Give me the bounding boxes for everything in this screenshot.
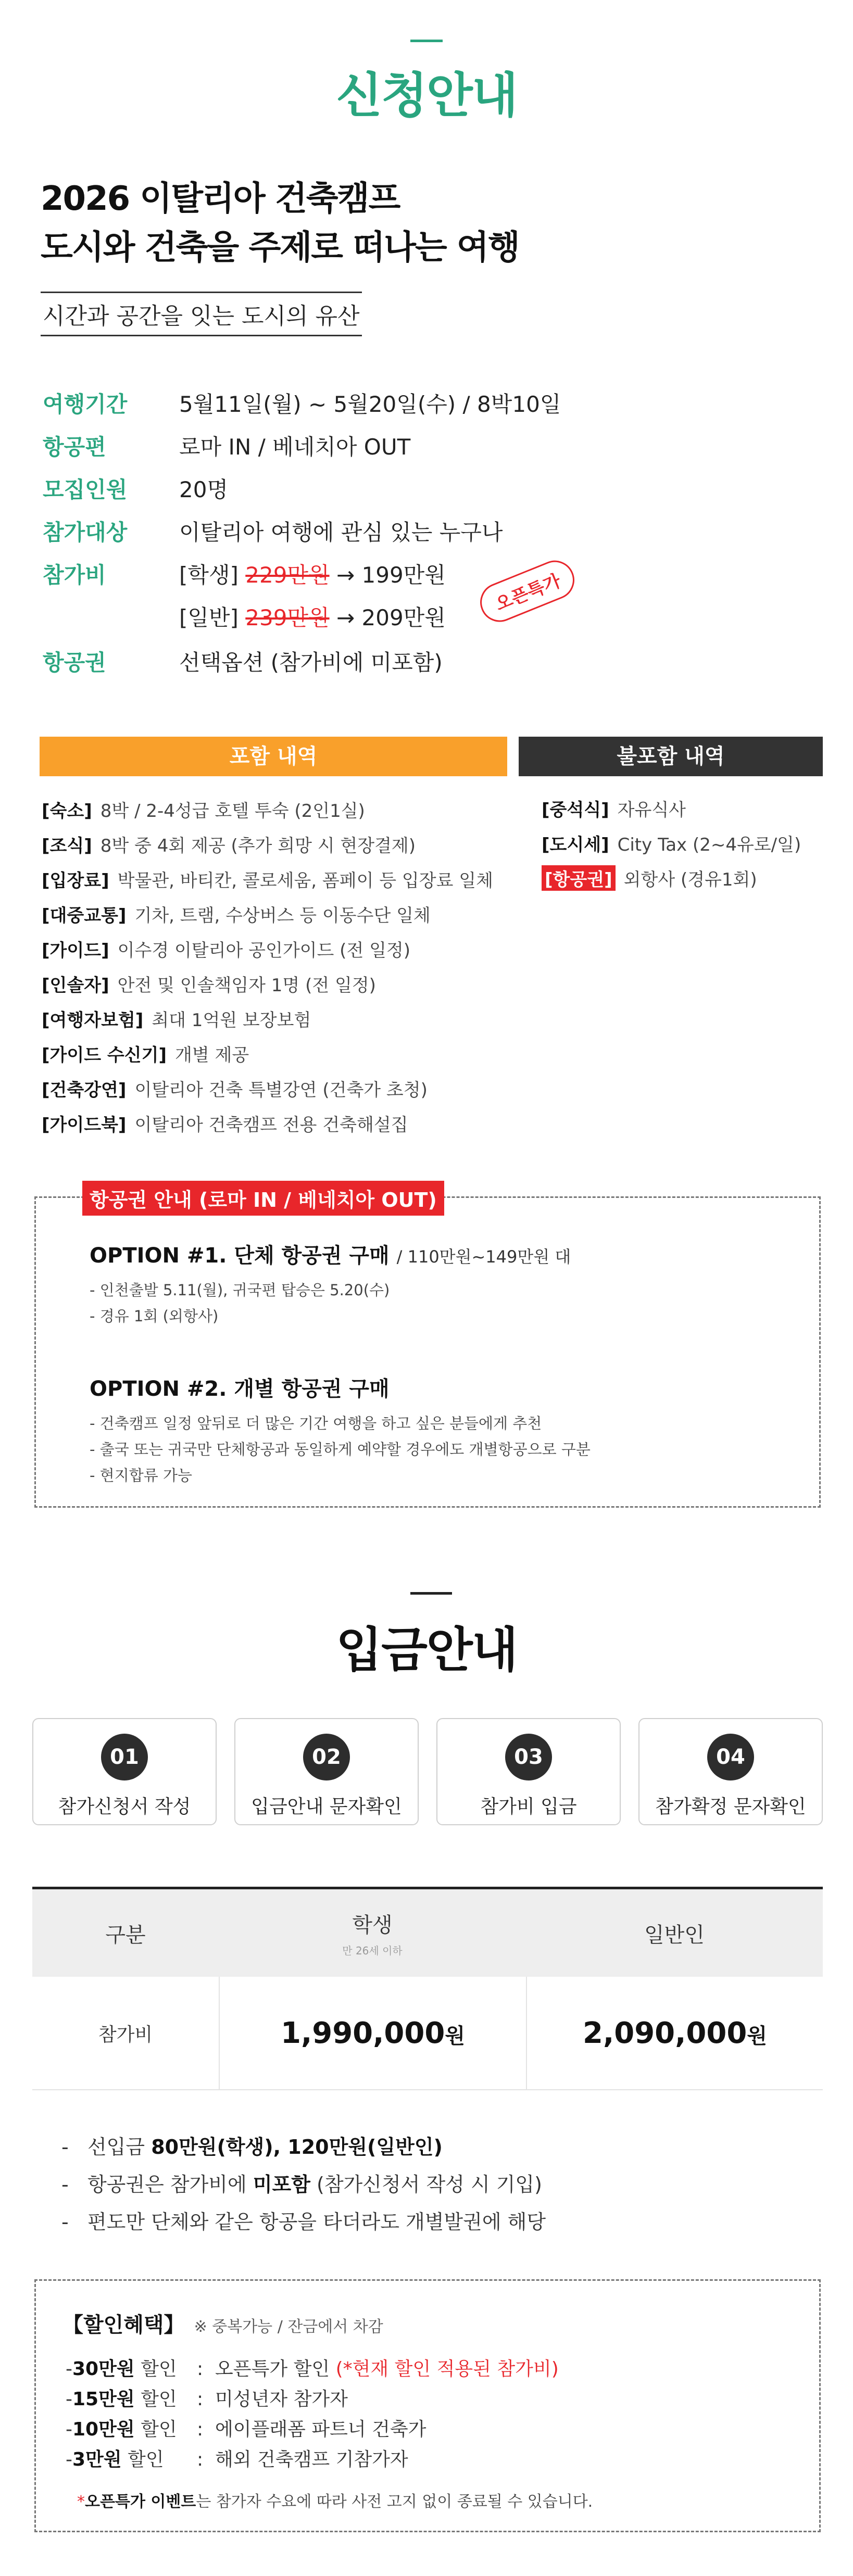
header-category: 구분	[105, 1923, 146, 1947]
excluded-header: 불포함 내역	[519, 737, 823, 776]
option2	[90, 1372, 591, 1488]
option2-title: OPTION #2. 개별 항공권 구매	[90, 1377, 390, 1401]
item-key: [입장료]	[42, 870, 109, 891]
info-value: 이탈리아 여행에 관심 있는 누구나	[179, 520, 503, 545]
included-header: 포함 내역	[40, 737, 507, 776]
fee-table-header	[32, 1889, 823, 1977]
fee-table	[32, 1887, 823, 2090]
flight-info-tag: 항공권 안내 (로마 IN / 베네치아 OUT)	[82, 1181, 444, 1216]
general-price-cell	[526, 1977, 823, 2089]
info-recruit	[43, 473, 228, 504]
item-key: [숙소]	[42, 801, 92, 822]
note-bold: 미포함	[253, 2173, 310, 2196]
general-new-price: 209만원	[361, 605, 446, 630]
open-special-stamp: 오픈특가	[474, 554, 581, 627]
student-old-price: 229만원	[245, 562, 330, 588]
student-price-row	[179, 558, 446, 589]
discount-sep: :	[197, 2449, 204, 2470]
item-key: [여행자보험]	[42, 1010, 144, 1031]
footnote-star: *	[77, 2493, 85, 2511]
header-student-age: 만 26세 이하	[342, 1944, 403, 1957]
item-key: [인솔자]	[42, 975, 109, 996]
step-2	[234, 1718, 419, 1825]
step-number: 04	[707, 1734, 754, 1781]
section-title-application: 신청안내	[336, 68, 517, 123]
note-oneway	[61, 2203, 546, 2241]
info-label: 모집인원	[43, 477, 128, 502]
included-item	[42, 1076, 510, 1110]
excluded-item	[542, 830, 833, 865]
item-key: [가이드북]	[42, 1115, 127, 1135]
step-number: 03	[505, 1734, 552, 1781]
note-bold: 80만원(학생), 120만원(일반인)	[151, 2136, 443, 2158]
discount-item: -15만원 할인 : 미성년자 참가자	[66, 2384, 559, 2415]
discount-amount: 10만원	[72, 2419, 135, 2440]
option1-line: - 인천출발 5.11(월), 귀국편 탑승은 5.20(수)	[90, 1281, 390, 1299]
option2-line: - 현지합류 가능	[90, 1467, 192, 1484]
item-key-flagged: [항공권]	[542, 865, 616, 891]
header-student-label: 학생	[352, 1913, 393, 1937]
trip-subtitle: 시간과 공간을 잇는 도시의 유산	[41, 292, 362, 336]
discount-amount: 30만원	[72, 2358, 135, 2380]
general-prefix: [일반]	[179, 605, 239, 630]
discount-title-text: 【할인혜택】	[62, 2313, 185, 2337]
included-item	[42, 831, 510, 866]
won-unit: 원	[445, 2024, 465, 2048]
option1	[90, 1239, 571, 1329]
footnote-bold: 오픈특가 이벤트	[85, 2493, 196, 2511]
info-value: 20명	[179, 477, 229, 502]
section-title-payment: 입금안내	[336, 1622, 517, 1678]
row-label: 참가비	[98, 2024, 153, 2045]
discount-unit: 할인	[134, 2358, 177, 2380]
included-item	[42, 971, 510, 1006]
title-divider	[410, 40, 443, 42]
included-item	[42, 1041, 510, 1076]
discount-unit: 할인	[121, 2449, 164, 2470]
discount-title	[62, 2308, 383, 2338]
included-item	[42, 797, 510, 831]
step-1	[32, 1718, 217, 1825]
item-key: [조식]	[42, 836, 92, 856]
info-target	[43, 515, 503, 547]
item-value: 박물관, 바티칸, 콜로세움, 폼페이 등 입장료 일체	[117, 870, 493, 891]
included-item	[42, 866, 510, 901]
won-unit: 원	[747, 2024, 767, 2048]
info-ticket	[43, 646, 443, 677]
student-price-cell	[219, 1977, 526, 2089]
info-label: 항공권	[43, 650, 106, 675]
info-period	[43, 387, 561, 419]
discount-item: -3만원 할인 : 해외 건축캠프 기참가자	[66, 2445, 559, 2475]
discount-unit: 할인	[134, 2419, 177, 2440]
note-dash: -	[61, 2211, 69, 2233]
option1-price-range: / 110만원~149만원 대	[396, 1247, 571, 1267]
item-value: 이수경 이탈리아 공인가이드 (전 일정)	[117, 940, 411, 961]
step-label: 참가확정 문자확인	[655, 1796, 806, 1817]
discount-extra: (*현재 할인 적용된 참가비)	[335, 2358, 559, 2380]
discount-sep: :	[197, 2389, 204, 2410]
note-dash: -	[61, 2173, 69, 2196]
discount-item: -30만원 할인 : 오픈특가 할인 (*현재 할인 적용된 참가비)	[66, 2354, 559, 2384]
info-value: 5월11일(월) ~ 5월20일(수) / 8박10일	[179, 392, 561, 417]
excluded-item	[542, 795, 833, 830]
note-deposit	[61, 2128, 546, 2166]
discount-desc: 오픈특가 할인	[215, 2358, 330, 2380]
step-number: 02	[303, 1734, 350, 1781]
excluded-list	[542, 795, 833, 900]
info-label: 항공편	[43, 434, 106, 460]
item-value: City Tax (2~4유로/일)	[617, 835, 801, 855]
trip-title-line2: 도시와 건축을 주제로 떠나는 여행	[41, 229, 519, 267]
general-price-row	[179, 601, 446, 632]
note-text: 항공권은 참가비에	[87, 2173, 253, 2196]
discount-desc: 에이플래폼 파트너 건축가	[215, 2419, 427, 2440]
fee-table-row	[32, 1977, 823, 2090]
item-value: 안전 및 인솔책임자 1명 (전 일정)	[117, 975, 376, 996]
included-item	[42, 936, 510, 971]
student-prefix: [학생]	[179, 562, 239, 588]
note-dash: -	[61, 2136, 69, 2158]
general-old-price: 239만원	[245, 605, 330, 630]
option1-line: - 경유 1회 (외항사)	[90, 1307, 219, 1325]
item-key: [대중교통]	[42, 905, 127, 926]
arrow-icon: →	[336, 605, 355, 630]
step-label: 입금안내 문자확인	[251, 1796, 402, 1817]
arrow-icon: →	[336, 562, 355, 588]
discount-amount: 3만원	[72, 2449, 122, 2470]
trip-title	[41, 174, 519, 272]
option2-line: - 건축캠프 일정 앞뒤로 더 많은 기간 여행을 하고 싶은 분들에게 추천	[90, 1415, 542, 1432]
note-text: (참가신청서 작성 시 기입)	[310, 2173, 542, 2196]
item-value: 8박 / 2-4성급 호텔 투숙 (2인1실)	[100, 801, 365, 822]
info-fee	[43, 558, 446, 632]
info-label: 참가대상	[43, 520, 128, 545]
discount-list	[66, 2354, 559, 2475]
discount-desc: 해외 건축캠프 기참가자	[215, 2449, 408, 2470]
discount-sep: :	[197, 2419, 204, 2440]
item-key: [가이드 수신기]	[42, 1045, 167, 1066]
info-flight	[43, 430, 410, 461]
title-divider	[410, 1592, 452, 1595]
info-label: 참가비	[43, 562, 106, 588]
included-list	[42, 797, 510, 1145]
trip-title-line1: 2026 이탈리아 건축캠프	[41, 180, 400, 218]
info-label: 여행기간	[43, 392, 128, 417]
step-4	[638, 1718, 823, 1825]
item-value: 자유식사	[617, 800, 686, 820]
footnote-text: 는 참가자 수요에 따라 사전 고지 없이 종료될 수 있습니다.	[196, 2493, 593, 2511]
option2-line: - 출국 또는 귀국만 단체항공과 동일하게 예약할 경우에도 개별항공으로 구분	[90, 1441, 591, 1458]
item-key: [건축강연]	[42, 1080, 127, 1101]
discount-desc: 미성년자 참가자	[215, 2389, 348, 2410]
student-price: 1,990,000	[281, 2016, 445, 2050]
included-item	[42, 1110, 510, 1145]
option1-title-text: OPTION #1. 단체 항공권 구매	[90, 1244, 390, 1268]
student-new-price: 199만원	[361, 562, 446, 588]
discount-amount: 15만원	[72, 2389, 135, 2410]
item-value: 최대 1억원 보장보험	[152, 1010, 311, 1031]
discount-title-note: ※ 중복가능 / 잔금에서 차감	[194, 2318, 383, 2336]
note-ticket	[61, 2166, 546, 2203]
discount-item: -10만원 할인 : 에이플래폼 파트너 건축가	[66, 2415, 559, 2445]
item-key: [도시세]	[542, 835, 609, 855]
item-key: [가이드]	[42, 940, 109, 961]
excluded-item	[542, 865, 833, 900]
item-key: [중석식]	[542, 800, 609, 820]
step-3	[436, 1718, 621, 1825]
step-number: 01	[101, 1734, 148, 1781]
option1-title	[90, 1239, 571, 1269]
discount-sep: :	[197, 2358, 204, 2380]
step-label: 참가신청서 작성	[58, 1796, 191, 1817]
payment-notes	[61, 2128, 546, 2241]
note-text: 선입금	[87, 2136, 152, 2158]
header-general: 일반인	[644, 1923, 705, 1947]
discount-footnote	[77, 2489, 593, 2511]
item-value: 8박 중 4회 제공 (추가 희망 시 현장결제)	[100, 836, 416, 856]
item-value: 개별 제공	[174, 1045, 249, 1066]
header-student	[219, 1889, 526, 1977]
included-item	[42, 1006, 510, 1041]
item-value: 이탈리아 건축 특별강연 (건축가 초청)	[134, 1080, 428, 1101]
item-value: 기차, 트램, 수상버스 등 이동수단 일체	[134, 905, 431, 926]
info-value: 선택옵션 (참가비에 미포함)	[179, 650, 443, 675]
item-value: 이탈리아 건축캠프 전용 건축해설집	[134, 1115, 408, 1135]
included-item	[42, 901, 510, 936]
discount-unit: 할인	[134, 2389, 177, 2410]
general-price: 2,090,000	[583, 2016, 747, 2050]
step-label: 참가비 입금	[480, 1796, 577, 1817]
note-text: 편도만 단체와 같은 항공을 타더라도 개별발권에 해당	[87, 2211, 546, 2233]
item-value: 외항사 (경유1회)	[623, 869, 757, 890]
info-value: 로마 IN / 베네치아 OUT	[179, 434, 411, 460]
